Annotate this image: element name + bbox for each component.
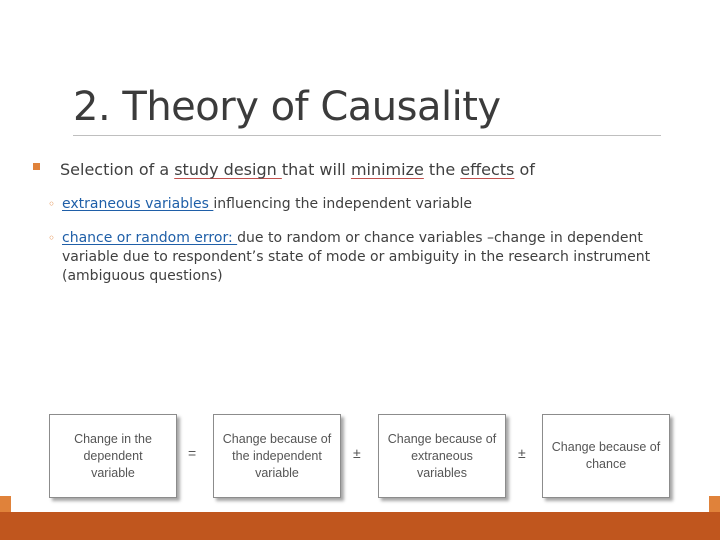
equals-sign: = — [188, 445, 197, 461]
square-bullet-icon — [33, 163, 40, 170]
minimize-term: minimize — [350, 160, 424, 179]
footer-accent-left — [0, 496, 11, 512]
extraneous-variables-link[interactable]: extraneous variables — [62, 196, 214, 212]
circle-bullet-icon: ◦ — [48, 197, 56, 211]
footer-accent-right — [709, 496, 720, 512]
plus-minus-sign: ± — [353, 445, 361, 461]
dependent-variable-box: Change in the dependent variable — [49, 414, 177, 498]
title-divider — [73, 135, 661, 136]
chance-box: Change because of chance — [542, 414, 670, 498]
chance-error-link[interactable]: chance or random error: — [62, 230, 238, 246]
main-bullet-mid1: that will — [281, 160, 351, 179]
sub-bullet-text: due to random or chance variables –change in dependent variable due to respondent’s state of mode or ambiguity in the research instrument (ambiguous questions) — [62, 230, 651, 284]
sub-bullet-text: influencing the independent variable — [213, 196, 472, 212]
independent-variable-box: Change because of the independent variable — [213, 414, 341, 498]
main-bullet-mid2: the — [423, 160, 461, 179]
slide-title: 2. Theory of Causality — [73, 84, 501, 130]
circle-bullet-icon: ◦ — [48, 231, 56, 245]
main-bullet-suffix: of — [514, 160, 535, 179]
extraneous-variables-box: Change because of extraneous variables — [378, 414, 506, 498]
main-bullet-text — [60, 160, 535, 180]
main-bullet-prefix: Selection of a — [60, 160, 175, 179]
plus-minus-sign: ± — [518, 445, 526, 461]
effects-term: effects — [460, 160, 515, 179]
study-design-term: study design — [174, 160, 282, 179]
footer-bar — [0, 512, 720, 540]
